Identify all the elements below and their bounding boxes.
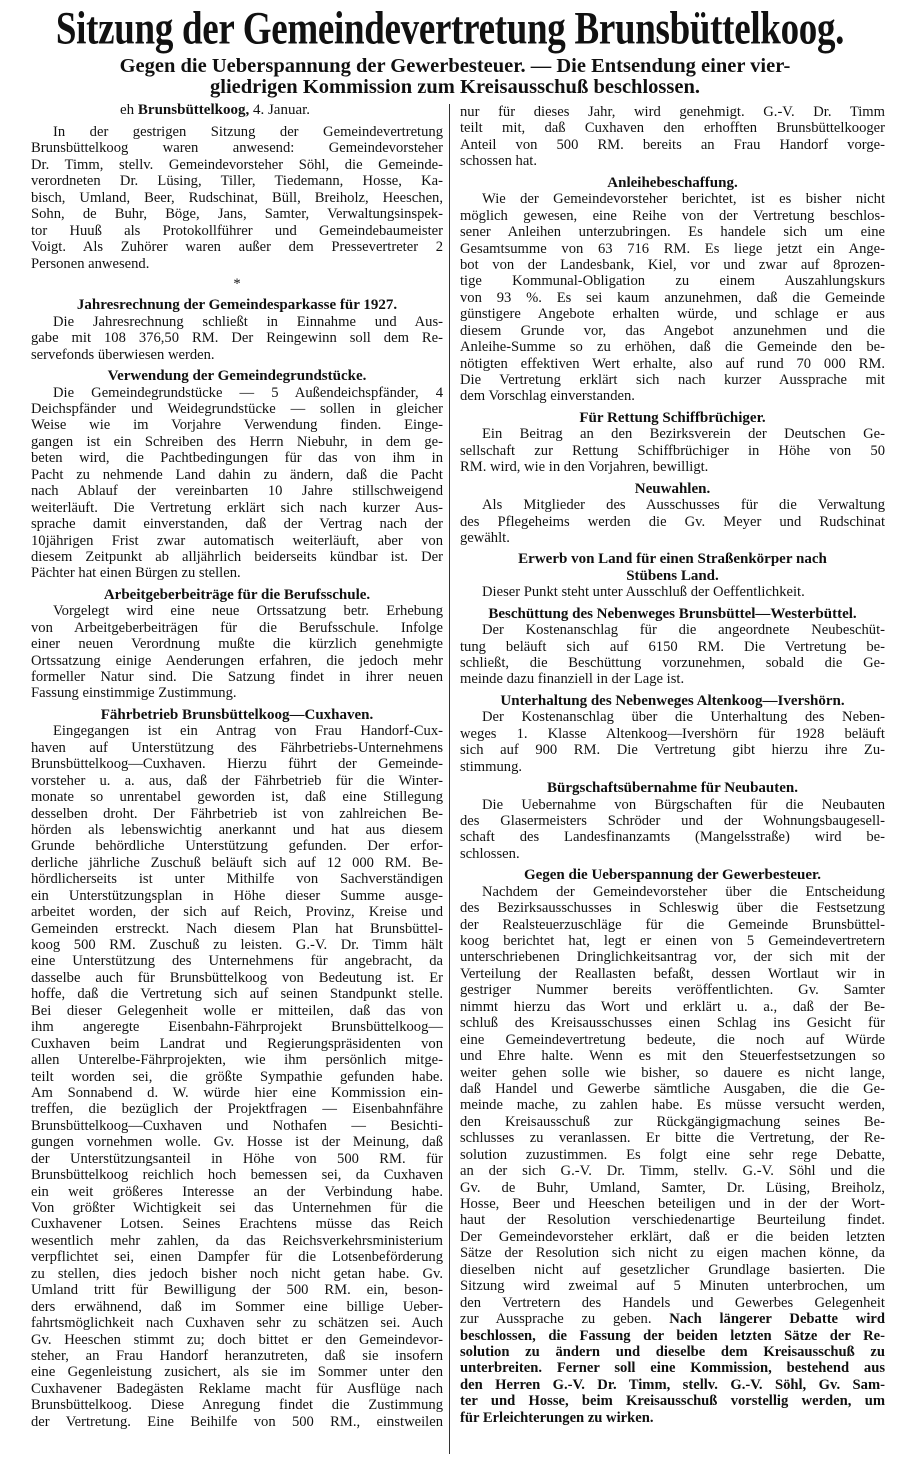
text-line: Pächter hat einen Bürgen zu stellen.	[31, 565, 241, 582]
paragraph	[460, 884, 885, 1426]
article-subtitle	[20, 56, 890, 98]
section-heading	[460, 175, 885, 191]
text-line: Cuxhavener Lotsen. Seines Erachtens müsse das Reich	[31, 1216, 443, 1233]
text-line: Als Mitglieder des Ausschusses für die Verwaltung	[482, 497, 885, 514]
bold-text-segment: den Herren G.-V. Dr. Timm, stellv. G.-V. Söhl, Gv. Sam-	[460, 1376, 885, 1393]
paragraph	[31, 385, 443, 582]
bold-text-segment: solution zu ändern und dieselbe dem Kreisausschuß zu	[460, 1343, 885, 1360]
text-line: sellschaft zur Rettung Schiffbrüchiger in Höhe von 50	[460, 442, 885, 459]
text-line: ihm angeregte Eisenbahn-Fährprojekt Brunsbüttelkoog—	[31, 1019, 443, 1036]
text-line: hoffe, daß die Vertretung sich auf seinen Standpunkt stelle.	[31, 986, 443, 1003]
text-line: servefonds überwiesen werden.	[31, 346, 215, 363]
text-line: Die Uebernahme von Bürgschaften für die Neubauten	[482, 796, 885, 813]
section-heading	[31, 297, 443, 313]
heading-line: Jahresrechnung der Gemeindesparkasse für 1927.	[76, 297, 398, 314]
text-line: der Vertretung. Eine Beihilfe von 500 RM., einstweilen	[31, 1413, 443, 1430]
heading-line: Für Rettung Schiffbrüchiger.	[579, 409, 766, 426]
paragraph	[460, 497, 885, 546]
text-line	[460, 1393, 885, 1409]
text-line: stimmung.	[460, 758, 523, 775]
text-line: Der Gemeindevorsteher erklärt, daß er die beiden letzten	[460, 1228, 885, 1245]
text-line: beten wird, die Pachtbedingungen für das von ihm in	[31, 450, 443, 467]
text-line: desselben droht. Der Fährbetrieb ist von zahlreichen Be-	[31, 805, 443, 822]
text-line: Weise wie im Vorjahre Verwendung finden. Einge-	[31, 417, 443, 434]
heading-line: Beschüttung des Nebenweges Brunsbüttel—Westerbüttel.	[488, 605, 857, 622]
paragraph	[460, 584, 885, 600]
text-line: Brunsbüttelkoog—Cuxhaven und Nothafen — Besichti-	[31, 1117, 443, 1134]
text-line: Gv. Heeschen stimmt zu; doch bittet er den Gemeindevor-	[31, 1331, 443, 1348]
text-line: einer neuen Verordnung mußte die kürzlich genehmigte	[31, 636, 443, 653]
dateline	[120, 101, 310, 119]
text-line: Voigt. Als Zuhörer waren außer dem Pressevertreter 2	[31, 239, 443, 256]
text-line: bot von der Landesbank, Kiel, vor und zwar auf 8prozen-	[460, 256, 885, 273]
heading-line: Gegen die Ueberspannung der Gewerbesteuer.	[523, 867, 822, 884]
text-line: tige Kommunal-Obligation zu einem Auszahlungskurs	[460, 273, 885, 290]
section-heading	[31, 368, 443, 384]
dateline-date: 4. Januar.	[252, 102, 311, 118]
text-line: wesentlich mehr zahlen, da das Reichsverkehrsministerium	[31, 1232, 443, 1249]
paragraph	[460, 426, 885, 475]
heading-line: Fährbetrieb Brunsbüttelkoog—Cuxhaven.	[100, 706, 374, 723]
text-line: Pacht zu nehmende Land dahin zu ändern, daß die Pacht	[31, 466, 443, 483]
text-line: Nachdem der Gemeindevorsteher über die Entscheidung	[482, 883, 885, 900]
heading-line: Anleihebeschaffung.	[607, 174, 738, 191]
author-initials: eh	[120, 102, 135, 118]
bold-text-segment: unterbreiten. Ferner soll eine Kommission, bestehend aus	[460, 1360, 885, 1377]
text-line: schluß des Kreisausschusses einen Schlag ins Gesicht für	[460, 1015, 885, 1032]
text-line: Brunsbüttelkoog reichlich hoch bemessen sei, da Cuxhaven	[31, 1167, 443, 1184]
text-line	[460, 1311, 885, 1327]
text-line: fahrtsmöglichkeit nach Cuxhaven sehr zu schätzen sei. Auch	[31, 1315, 443, 1332]
column-divider	[449, 104, 450, 1454]
text-line: Brunsbüttelkoog—Cuxhaven. Hierzu führt der Gemeinde-	[31, 756, 443, 773]
text-line: eine Gemeindevertretung bedeute, die noch auf Würde	[460, 1031, 885, 1048]
text-line: hördlicherseits ist unter Mithilfe von Sachverständigen	[31, 871, 443, 888]
text-line: Die Jahresrechnung schließt in Einnahme und Aus-	[53, 313, 443, 330]
section-heading	[460, 551, 885, 584]
paragraph	[31, 124, 443, 272]
text-line: nimmt hierzu das Wort und erklärt u. a., daß der Be-	[460, 998, 885, 1015]
paragraph	[460, 191, 885, 405]
text-line: verordneten Dr. Lüsing, Tiller, Tiedemann, Hosse, Ka-	[31, 173, 443, 190]
heading-line: Neuwahlen.	[634, 480, 711, 497]
text-line: 10jährigen Frist zwar automatisch weiterläuft, aber von	[31, 532, 443, 549]
text-line: meinde mache, zu zahlen habe. Es müsse versucht werden,	[460, 1097, 885, 1114]
heading-line: Stübens Land.	[626, 567, 719, 584]
dateline-place: Brunsbüttelkoog,	[137, 102, 250, 118]
text-line: ein Unterstützungsplan in Höhe dieser Summe ausge-	[31, 887, 443, 904]
text-line: tor Huuß als Protokollführer und Gemeindebaumeister	[31, 222, 443, 239]
text-line: Sohn, de Buhr, Böge, Jans, Samter, Verwaltungsinspek-	[31, 206, 443, 223]
text-line	[460, 1328, 885, 1344]
text-line: schlossen.	[460, 845, 520, 862]
text-line: solution zuzustimmen. Es folgt eine sehr rege Debatte,	[460, 1146, 885, 1163]
text-line: Verteilung der Reallasten befaßt, dessen Wortlaut wir in	[460, 965, 885, 982]
text-line: den Kreisausschuß zur Rückgängigmachung seines Be-	[460, 1113, 885, 1130]
right-column	[460, 104, 885, 1426]
text-line: schlusses zu veranlassen. Er bitte die Vertretung, der Re-	[460, 1130, 885, 1147]
text-line: nach Ablauf der vereinbarten 10 Jahre stillschweigend	[31, 483, 443, 500]
text-line: sich auf 900 RM. Die Vertretung gibt hierzu ihre Zu-	[460, 742, 885, 759]
text-line: gabe mit 108 376,50 RM. Der Reingewinn soll dem Re-	[31, 330, 443, 347]
text-line: schossen hat.	[460, 153, 538, 170]
heading-line: Arbeitgeberbeiträge für die Berufsschule.	[103, 586, 371, 603]
text-line: Dr. Timm, stellv. Gemeindevorsteher Söhl, die Gemeinde-	[31, 156, 443, 173]
text-line: Cuxhavener Badegästen Reklame macht für Ausflüge nach	[31, 1380, 443, 1397]
text-line: Der Kostenanschlag für die angeordnete Neubeschüt-	[482, 622, 885, 639]
text-line: Grunde behördliche Unterstützung gefunden. Der erfor-	[31, 838, 443, 855]
bold-text-segment: Nach längerer Debatte wird	[669, 1311, 885, 1328]
section-heading	[460, 693, 885, 709]
paragraph	[31, 603, 443, 702]
text-line: koog berichtet hat, legt er einen von 5 Gemeindevertretern	[460, 933, 885, 949]
text-line: vorsteher u. a. aus, daß der Fährbetrieb für die Winter-	[31, 772, 443, 789]
text-line: tung beläuft sich auf 6150 RM. Die Vertretung be-	[460, 638, 885, 655]
paragraph	[31, 723, 443, 1430]
text-line: Dieser Punkt steht unter Ausschluß der Oeffentlichkeit.	[482, 584, 805, 601]
text-line: treffen, die bezüglich der Projektfragen — Eisenbahnfähre	[31, 1101, 443, 1118]
text-line: gewählt.	[460, 529, 510, 546]
text-line: Anleihe-Summe so zu erhöhen, daß die Gemeinde den be-	[460, 339, 885, 356]
heading-line: Bürgschaftsübernahme für Neubauten.	[547, 780, 798, 797]
paragraph	[460, 709, 885, 775]
text-line: an der sich G.-V. Dr. Timm, stellv. G.-V. Söhl und die	[460, 1163, 885, 1180]
bold-text-segment: für Erleichterungen zu wirken.	[460, 1409, 654, 1426]
text-line: Umland tritt für Bewilligung der 500 RM. ein, beson-	[31, 1282, 443, 1299]
section-heading	[460, 410, 885, 426]
text-line: sener Anleihen unterzubringen. Es handele sich um eine	[460, 224, 885, 241]
section-heading	[31, 587, 443, 603]
text-line: von 93 %. Es sei kaum anzunehmen, daß die Gemeinde	[460, 289, 885, 306]
text-line: meinde dazu finanziell in der Lage ist.	[460, 671, 685, 688]
text-line: formeller Natur sind. Die Satzung findet in ihrer neuen	[31, 669, 443, 685]
text-line: Brunsbüttelkoog. Diese Anregung findet die Zustimmung	[31, 1397, 443, 1414]
text-line: Ortssatzung einige Aenderungen erfahren, die jedoch mehr	[31, 652, 443, 669]
text-line: Cuxhaven beim Landrat und Regierungspräsidenten von	[31, 1035, 443, 1052]
text-line: hörden als lebenswichtig anerkannt und hat aus diesem	[31, 821, 443, 838]
paragraph	[31, 314, 443, 363]
text-line: gungen vornehmen wolle. Gv. Hosse ist der Meinung, daß	[31, 1134, 443, 1151]
text-line: Vorgelegt wird eine neue Ortssatzung betr. Erhebung	[53, 603, 443, 620]
subtitle-line: Gegen die Ueberspannung der Gewerbesteuer. — Die Entsendung einer vier-	[119, 55, 791, 77]
text-line: derliche jährliche Zuschuß beläuft sich auf 12 000 RM. Be-	[31, 854, 443, 871]
article-title: Sitzung der Gemeindevertretung Brunsbüttelkoog.	[55, 3, 845, 55]
text-line: Sätze der Resolution sich nicht zu eigen machen könne, da	[460, 1245, 885, 1262]
text-line: Die Gemeindegrundstücke — 5 Außendeichspfänder, 4	[53, 384, 443, 401]
text-line: zu stellen, dies jedoch bisher noch nicht getan habe. Gv.	[31, 1265, 443, 1282]
paragraph	[460, 104, 885, 170]
text-line: diesem Grunde vor, das Angebot anzunehmen und die	[460, 322, 885, 339]
text-line: unterschriebenen Dringlichkeitsantrag vor, der sich mit der	[460, 949, 885, 966]
text-line: Fassung einstimmige Zustimmung.	[31, 685, 237, 702]
text-line: weiterläuft. Die Vertretung erklärt sich nach kurzer Aus-	[31, 499, 443, 516]
section-heading	[460, 606, 885, 622]
text-line: Gv. de Buhr, Umland, Samter, Dr. Lüsing, Breiholz,	[460, 1179, 885, 1196]
paragraph	[460, 622, 885, 688]
text-line: des Pflegeheims werden die Gv. Meyer und Rudschinat	[460, 513, 885, 530]
section-separator: *	[233, 275, 241, 292]
section-heading	[31, 707, 443, 723]
text-line: nötigten effektiven Wert erhalte, also auf rund 70 000 RM.	[460, 355, 885, 372]
text-line: gestriger Nummer bereits veröffentlichten. Gv. Samter	[460, 982, 885, 999]
text-line: Wie der Gemeindevorsteher berichtet, ist es bisher nicht	[482, 191, 885, 208]
section-heading	[460, 481, 885, 497]
text-line: teilt worden sei, die größte Sympathie gefunden habe.	[31, 1068, 443, 1085]
text-line	[460, 1377, 885, 1393]
text-line: weges 1. Klasse Altenkoog—Ivershörn für 1928 beläuft	[460, 725, 885, 742]
text-line: gangen ist ein Schreiben des Herrn Niebuhr, in dem ge-	[31, 433, 443, 450]
text-line: des Glasermeisters Schröder und der Wohnungsbaugesell-	[460, 812, 885, 829]
section-heading	[460, 780, 885, 796]
text-line: arbeitet worden, der sich auf Reich, Provinz, Kreise und	[31, 904, 443, 921]
text-line: des Bezirksausschusses in Schleswig über die Festsetzung	[460, 900, 885, 917]
text-line: ein weit größeres Interesse an der Verbindung habe.	[31, 1183, 443, 1200]
text-line: Gesamtsumme von 63 716 RM. Es liege jetzt ein Ange-	[460, 240, 885, 257]
bold-text-segment: ter und Hosse, beim Kreisausschuß vorstellig werden, um	[460, 1393, 885, 1410]
text-line: Brunsbüttelkoog waren anwesend: Gemeindevorsteher	[31, 140, 443, 157]
section-heading	[460, 867, 885, 883]
text-line: schaft des Landesfinanzamts (Mangelsstraße) wird be-	[460, 829, 885, 846]
text-line: dem Vorschlag einverstanden.	[460, 388, 635, 405]
text-line: teilt mit, daß Cuxhaven den erhofften Brunsbüttelkooger	[460, 120, 885, 137]
text-line: In der gestrigen Sitzung der Gemeindevertretung	[53, 124, 443, 140]
text-line: RM. wird, wie in den Vorjahren, bewilligt.	[460, 459, 709, 476]
text-line: eine Gegenleistung zusichert, als sie im Sommer unter den	[31, 1364, 443, 1381]
text-line: bisch, Umland, Beer, Rudschinat, Büll, Breiholz, Heeschen,	[31, 189, 443, 206]
bold-text-segment: beschlossen, die Fassung der beiden letzten Sätze der Re-	[460, 1327, 885, 1344]
text-line	[460, 1344, 885, 1360]
text-line: Hosse, Beer und Heeschen beteiligen und in der der Wort-	[460, 1196, 885, 1212]
text-segment: zur Aussprache zu geben.	[460, 1311, 670, 1328]
text-line: sprache damit einverstanden, daß der Vertrag nach der	[31, 516, 443, 533]
text-line: Sitzung wird zweimal auf 5 Minuten unterbrochen, um	[460, 1278, 885, 1295]
left-column	[31, 124, 443, 1430]
text-line: allen Unterelbe-Fährprojekten, wie ihm persönlich mitge-	[31, 1052, 443, 1069]
text-line: den Vertretern des Handels und Gewerbes Gelegenheit	[460, 1294, 885, 1311]
text-line	[460, 1410, 885, 1426]
text-line	[460, 1360, 885, 1376]
text-line: haven auf Unterstützung des Fährbetriebs-Unternehmens	[31, 739, 443, 756]
text-line: der Unterstützungsanteil in Höhe von 500 RM. für	[31, 1150, 443, 1167]
heading-line: Erwerb von Land für einen Straßenkörper nach	[518, 551, 827, 568]
text-line: Anteil von 500 RM. bereits an Frau Handorf vorge-	[460, 136, 885, 153]
text-line: Der Kostenanschlag über die Unterhaltung des Neben-	[482, 709, 885, 726]
text-line: schließt, die Beschüttung vorzunehmen, sobald die Ge-	[460, 655, 885, 671]
text-line: ders erwähnend, daß im Sommer eine billige Ueber-	[31, 1298, 443, 1315]
text-line: von Arbeitgeberbeiträgen für die Berufsschule. Infolge	[31, 619, 443, 636]
text-line: Gemeinden erstreckt. Nach diesem Plan hat Brunsbüttel-	[31, 920, 443, 937]
text-line: steher, an Frau Handorf heranzutreten, daß sie insofern	[31, 1347, 443, 1364]
paragraph	[460, 797, 885, 863]
subtitle-line: gliedrigen Kommission zum Kreisausschuß beschlossen.	[210, 76, 700, 98]
heading-line: Unterhaltung des Nebenweges Altenkoog—Ivershörn.	[500, 692, 845, 709]
text-line: Von größter Wichtigkeit sei das Unternehmen für die	[31, 1200, 443, 1216]
text-line: verpflichtet sei, einen Dampfer für die Lotsenbeförderung	[31, 1249, 443, 1266]
text-line: möglich gewesen, eine Reihe von der Vertretung beschlos-	[460, 207, 885, 224]
text-line: monate so unrentabel geworden ist, daß eine Stillegung	[31, 789, 443, 806]
text-line: dieselben nicht auf gesetzlicher Grundlage basierten. Die	[460, 1261, 885, 1278]
text-line: Ein Beitrag an den Bezirksverein der Deutschen Ge-	[482, 426, 885, 443]
text-line: der Realsteuerzuschläge für die Gemeinde Brunsbüttel-	[460, 916, 885, 933]
text-line: dasselbe auch für Brunsbüttelkoog von Bedeutung ist. Er	[31, 969, 443, 986]
text-line: nur für dieses Jahr, wird genehmigt. G.-V. Dr. Timm	[460, 104, 885, 120]
text-line: eine Unterstützung des Unternehmens für angebracht, da	[31, 953, 443, 970]
text-line: diesem Zeitpunkt ab alljährlich beiderseits kündbar ist. Der	[31, 548, 443, 565]
text-line: daß Handel und Gewerbe sämtliche Ausgaben, die die Ge-	[460, 1080, 885, 1097]
heading-line: Verwendung der Gemeindegrundstücke.	[107, 368, 367, 385]
text-line: Deichspfänder und Weidegrundstücke — sollen in gleicher	[31, 401, 443, 417]
text-line: und Ehre halte. Wenn es mit den Steuerfestsetzungen so	[460, 1048, 885, 1065]
text-line: koog 500 RM. Zuschuß zu leisten. G.-V. Dr. Timm hält	[31, 937, 443, 953]
text-line: Am Sonnabend d. W. würde hier eine Kommission ein-	[31, 1084, 443, 1101]
text-line: weiter gehen solle wie bisher, so dauere es nicht lange,	[460, 1064, 885, 1081]
text-line: Bei dieser Gelegenheit wolle er mitteilen, daß das von	[31, 1002, 443, 1019]
text-line: Personen anwesend.	[31, 255, 150, 272]
text-line: Die Vertretung erklärt sich nach kurzer Aussprache mit	[460, 372, 885, 388]
text-line: günstigere Angebote erhalten würde, und schlage er aus	[460, 306, 885, 323]
text-line: haut der Resolution verschiedenartige Beurteilung findet.	[460, 1212, 885, 1229]
text-line: Eingegangen ist ein Antrag von Frau Handorf-Cux-	[53, 723, 443, 740]
